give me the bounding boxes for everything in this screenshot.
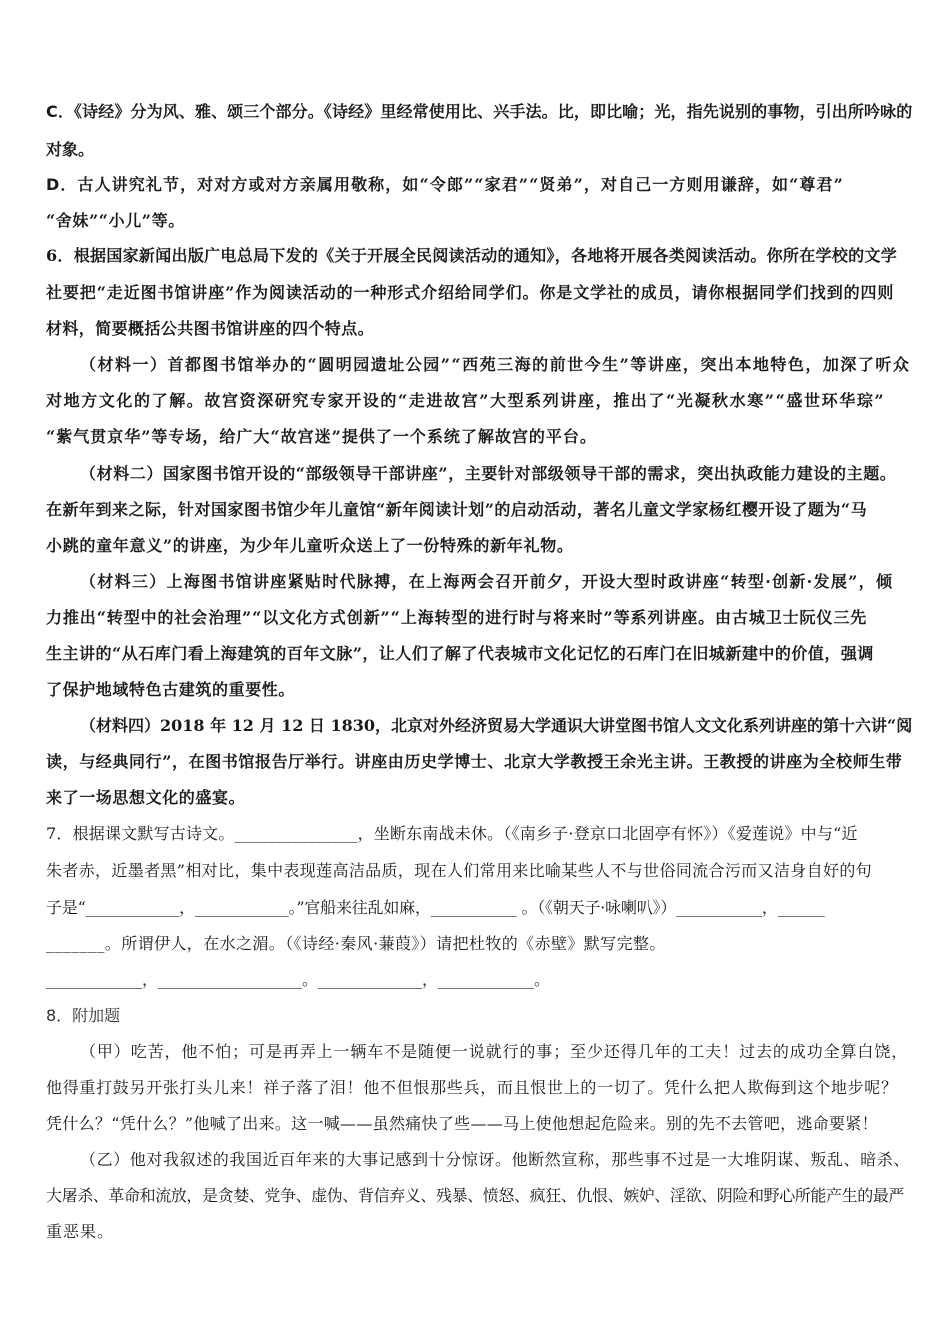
option-c-line-2: 对象。 (46, 140, 95, 159)
passage-a-line-1: （甲）吃苦，他不怕；可是再弄上一辆车不是随便一说就行的事；至少还得几年的工夫！过去的成功全算白饶， (80, 1042, 909, 1061)
material-2-line-1: （材料二）国家图书馆开设的“部级领导干部讲座”，主要针对部级领导干部的需求，突出执政能力建设的主题。 (80, 464, 897, 483)
passage-a-line-3: 凭什么？“凭什么？”他喊了出来。这一喊——虽然痛快了些——马上使他想起危险来。别的先不去管吧，逃命要紧！ (46, 1114, 878, 1133)
q8-title: 8．附加题 (46, 1006, 121, 1025)
option-c-line-1 (46, 100, 912, 124)
material-3-line-2: 力推出“转型中的社会治理”“以文化方式创新”“上海转型的进行时与将来时”等系列讲座。由古城卫士阮仪三先 (46, 608, 868, 627)
passage-b-line-1: （乙）他对我叙述的我国近百年来的大事记感到十分惊讶。他断然宣称，那些事不过是一大堆阴谋、叛乱、暗杀、 (80, 1150, 911, 1169)
material-3-line-1: （材料三）上海图书馆讲座紧贴时代脉搏，在上海两会召开前夕，开设大型时政讲座“转型·创新·发展”，倾 (80, 572, 894, 591)
q7-line-5: ____________，__________________。_____________，____________。 (46, 970, 551, 989)
option-c-text: 《诗经》分为风、雅、颂三个部分。《诗经》里经常使用比、兴手法。比，即比喻；光，指先说别的事物，引出所吟咏的 (73, 102, 913, 121)
material-1-line-1: （材料一）首都图书馆举办的“圆明园遗址公园”“西苑三海的前世今生”等讲座，突出本地特色，加深了听众 (80, 355, 911, 374)
option-d-line-1 (46, 173, 844, 197)
option-c-label: C． (46, 102, 74, 121)
q6-stem-line-2: 社要把“走近图书馆讲座”作为阅读活动的一种形式介绍给同学们。你是文学社的成员，请你根据同学们找到的四则 (46, 283, 895, 302)
q7-line-2: 朱者赤，近墨者黑”相对比，集中表现莲高洁品质，现在人们常用来比喻某些人不与世俗同流合污而又洁身自好的句 (46, 861, 873, 880)
material-1-line-3: “紫气贯京华”等专场，给广大“故宫迷”提供了一个系统了解故宫的平台。 (46, 427, 597, 446)
material-1-line-2: 对地方文化的了解。故宫资深研究专家开设的“走进故宫”大型系列讲座，推出了“光凝秋水寒”“盛世环华琮” (46, 391, 886, 410)
q7-line-3: 子是“____________，____________。”官船来往乱如麻，___________ 。（《朝天子·咏喇叭》）___________，______ (46, 898, 825, 917)
q7-line-4: _______。所谓伊人，在水之湄。（《诗经·秦风·蒹葭》）请把杜牧的《赤壁》默写完整。 (46, 934, 666, 953)
material-4-line-2: 读，与经典同行”，在图书馆报告厅举行。讲座由历史学博士、北京大学教授王余光主讲。王教授的讲座为全校师生带 (46, 752, 903, 771)
material-4-line-3: 来了一场思想文化的盛宴。 (46, 788, 246, 807)
passage-b-line-2: 大屠杀、革命和流放，是贪婪、党争、虚伪、背信弃义、残暴、愤怒、疯狂、仇恨、嫉妒、淫欲、阴险和野心所能产生的最严 (46, 1186, 905, 1205)
material-3-line-4: 了保护地域特色古建筑的重要性。 (46, 680, 296, 699)
option-d-text: 古人讲究礼节，对对方或对方亲属用敬称，如“令郎”“家君”“贤弟”，对自己一方则用谦辞，如“尊君” (77, 175, 844, 194)
option-d-label: D． (46, 175, 78, 194)
passage-b-line-3: 重恶果。 (46, 1222, 115, 1241)
q6-stem-line-1: 6．根据国家新闻出版广电总局下发的《关于开展全民阅读活动的通知》，各地将开展各类阅读活动。你所在学校的文学 (46, 246, 898, 265)
q7-line-1: 7．根据课文默写古诗文。_______________，坐断东南战未休。（《南乡子·登京口北固亭有怀》）《爱莲说》中与“近 (46, 824, 858, 843)
q6-stem-line-3: 材料，简要概括公共图书馆讲座的四个特点。 (46, 319, 375, 338)
passage-a-line-2: 他得重打鼓另开张打头儿来！祥子落了泪！他不但恨那些兵，而且恨世上的一切了。凭什么把人欺侮到这个地步呢？ (46, 1078, 898, 1097)
material-3-line-3: 生主讲的“从石库门看上海建筑的百年文脉”，让人们了解了代表城市文化记忆的石库门在旧城新建中的价值，强调 (46, 644, 874, 663)
material-4-line-1: （材料四）2018 年 12 月 12 日 1830，北京对外经济贸易大学通识大讲堂图书馆人文文化系列讲座的第十六讲“阅 (80, 716, 913, 735)
material-2-line-3: 小跳的童年意义”的讲座，为少年儿童听众送上了一份特殊的新年礼物。 (46, 536, 574, 555)
material-2-line-2: 在新年到来之际，针对国家图书馆少年儿童馆“新年阅读计划”的启动活动，著名儿童文学家杨红樱开设了题为“马 (46, 500, 868, 519)
option-d-line-2: “舍妹”“小儿”等。 (46, 211, 185, 230)
